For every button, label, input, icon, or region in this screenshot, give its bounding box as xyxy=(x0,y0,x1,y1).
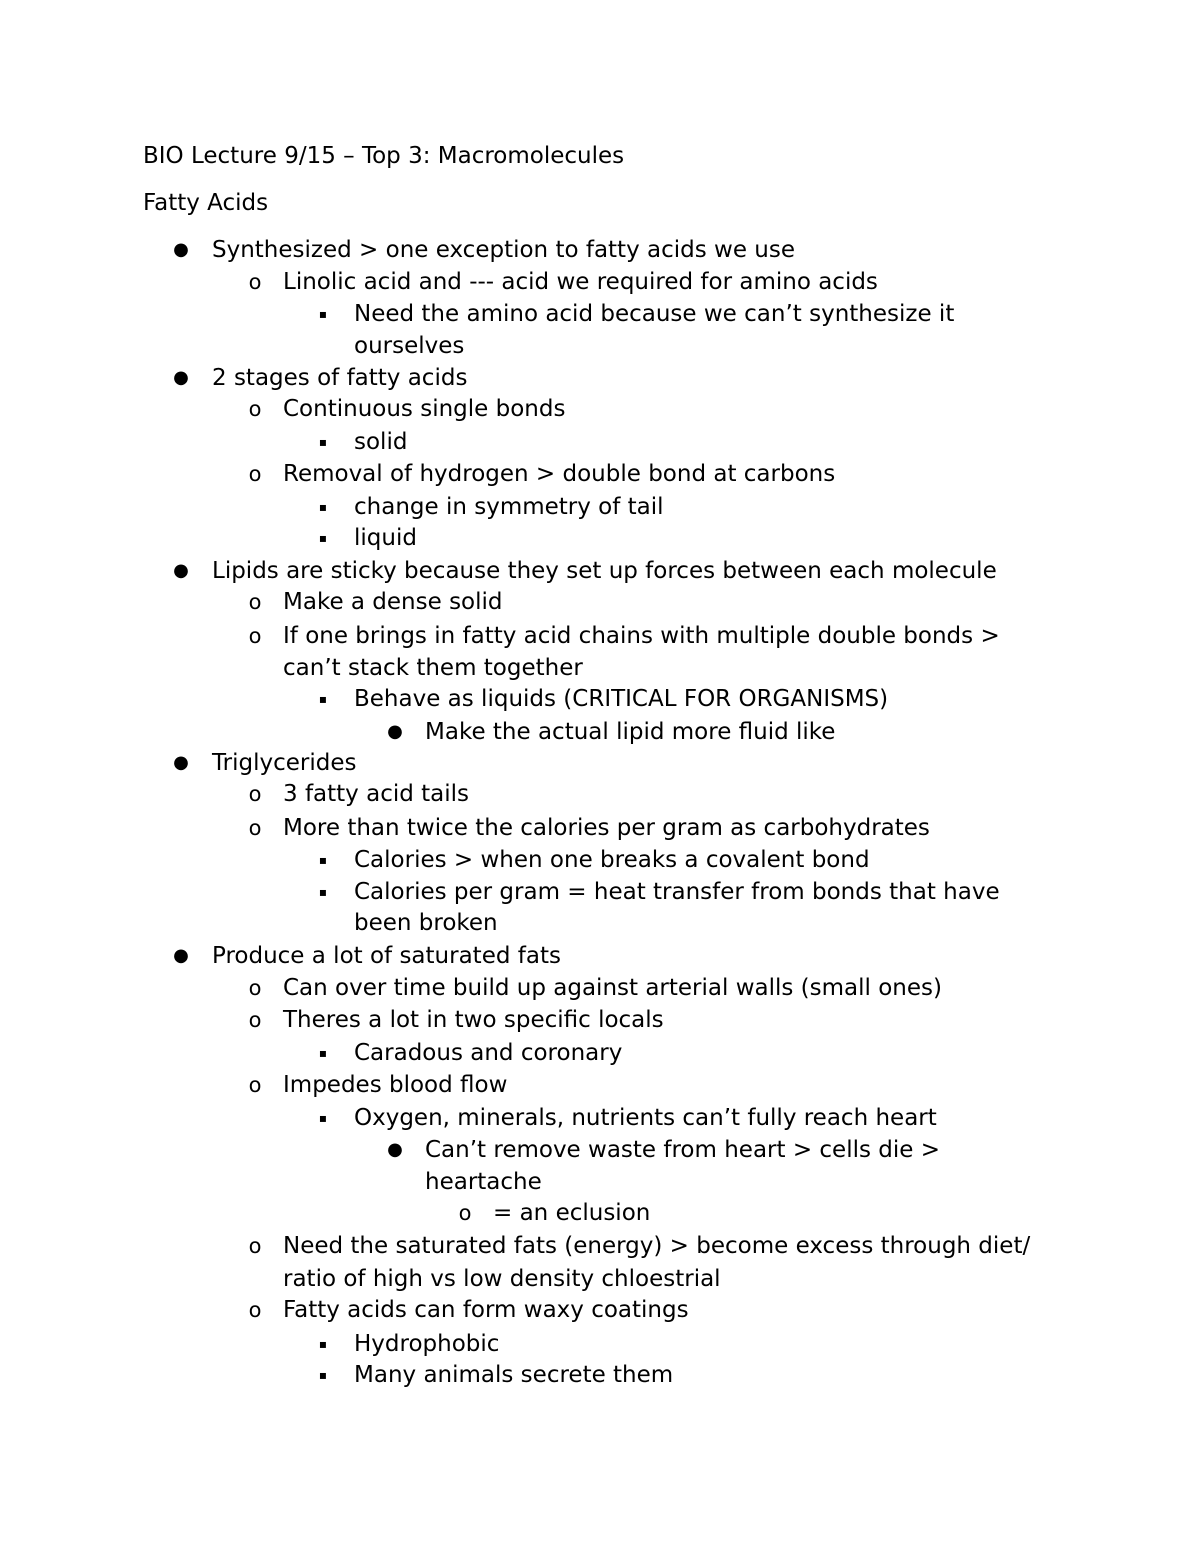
list-item: liquid xyxy=(354,525,417,551)
circle-bullet: o xyxy=(248,1073,262,1097)
disc-bullet: ● xyxy=(387,721,403,742)
list-item: Linolic acid and --- acid we required for amino acids xyxy=(283,269,878,295)
circle-bullet: o xyxy=(458,1201,472,1225)
circle-bullet: o xyxy=(248,624,262,648)
list-item: solid xyxy=(354,429,408,455)
circle-bullet: o xyxy=(248,270,262,294)
square-bullet: ▪ xyxy=(318,531,328,545)
list-item-continuation: ourselves xyxy=(354,333,465,359)
list-item: Many animals secrete them xyxy=(354,1362,674,1388)
square-bullet: ▪ xyxy=(318,1111,328,1125)
square-bullet: ▪ xyxy=(318,692,328,706)
list-item: Can’t remove waste from heart > cells die > xyxy=(425,1137,941,1163)
list-item: = an eclusion xyxy=(493,1200,651,1226)
list-item: change in symmetry of tail xyxy=(354,494,664,520)
circle-bullet: o xyxy=(248,816,262,840)
square-bullet: ▪ xyxy=(318,1368,328,1382)
disc-bullet: ● xyxy=(387,1139,403,1160)
circle-bullet: o xyxy=(248,397,262,421)
list-item: 3 fatty acid tails xyxy=(283,781,470,807)
disc-bullet: ● xyxy=(173,560,189,581)
disc-bullet: ● xyxy=(173,752,189,773)
list-item-continuation: can’t stack them together xyxy=(283,655,583,681)
list-item: Removal of hydrogen > double bond at carbons xyxy=(283,461,836,487)
list-item: Make the actual lipid more fluid like xyxy=(425,719,836,745)
list-item: Can over time build up against arterial walls (small ones) xyxy=(283,975,942,1001)
list-item: Lipids are sticky because they set up forces between each molecule xyxy=(212,558,997,584)
list-item: Caradous and coronary xyxy=(354,1040,623,1066)
document-title: BIO Lecture 9/15 – Top 3: Macromolecules xyxy=(143,143,625,169)
circle-bullet: o xyxy=(248,1298,262,1322)
list-item: Theres a lot in two specific locals xyxy=(283,1007,664,1033)
circle-bullet: o xyxy=(248,976,262,1000)
square-bullet: ▪ xyxy=(318,1046,328,1060)
list-item: Oxygen, minerals, nutrients can’t fully reach heart xyxy=(354,1105,937,1131)
list-item: Impedes blood flow xyxy=(283,1072,508,1098)
list-item: Behave as liquids (CRITICAL FOR ORGANISMS) xyxy=(354,686,889,712)
square-bullet: ▪ xyxy=(318,885,328,899)
list-item: Synthesized > one exception to fatty acids we use xyxy=(212,237,796,263)
circle-bullet: o xyxy=(248,1234,262,1258)
list-item: Hydrophobic xyxy=(354,1331,500,1357)
list-item-continuation: been broken xyxy=(354,910,498,936)
circle-bullet: o xyxy=(248,590,262,614)
list-item-continuation: heartache xyxy=(425,1169,542,1195)
list-item-continuation: ratio of high vs low density chloestrial xyxy=(283,1266,721,1292)
list-item: Need the saturated fats (energy) > become excess through diet/ xyxy=(283,1233,1031,1259)
list-item: 2 stages of fatty acids xyxy=(212,365,468,391)
disc-bullet: ● xyxy=(173,367,189,388)
circle-bullet: o xyxy=(248,462,262,486)
list-item: Continuous single bonds xyxy=(283,396,566,422)
square-bullet: ▪ xyxy=(318,307,328,321)
circle-bullet: o xyxy=(248,782,262,806)
square-bullet: ▪ xyxy=(318,500,328,514)
disc-bullet: ● xyxy=(173,945,189,966)
list-item: Calories per gram = heat transfer from bonds that have xyxy=(354,879,1000,905)
list-item: More than twice the calories per gram as carbohydrates xyxy=(283,815,930,841)
square-bullet: ▪ xyxy=(318,435,328,449)
list-item: If one brings in fatty acid chains with multiple double bonds > xyxy=(283,623,1000,649)
circle-bullet: o xyxy=(248,1008,262,1032)
list-item: Produce a lot of saturated fats xyxy=(212,943,561,969)
disc-bullet: ● xyxy=(173,239,189,260)
list-item: Make a dense solid xyxy=(283,589,503,615)
section-heading: Fatty Acids xyxy=(143,190,269,216)
list-item: Need the amino acid because we can’t synthesize it xyxy=(354,301,955,327)
square-bullet: ▪ xyxy=(318,1337,328,1351)
list-item: Calories > when one breaks a covalent bond xyxy=(354,847,870,873)
square-bullet: ▪ xyxy=(318,853,328,867)
list-item: Fatty acids can form waxy coatings xyxy=(283,1297,689,1323)
list-item: Triglycerides xyxy=(212,750,357,776)
